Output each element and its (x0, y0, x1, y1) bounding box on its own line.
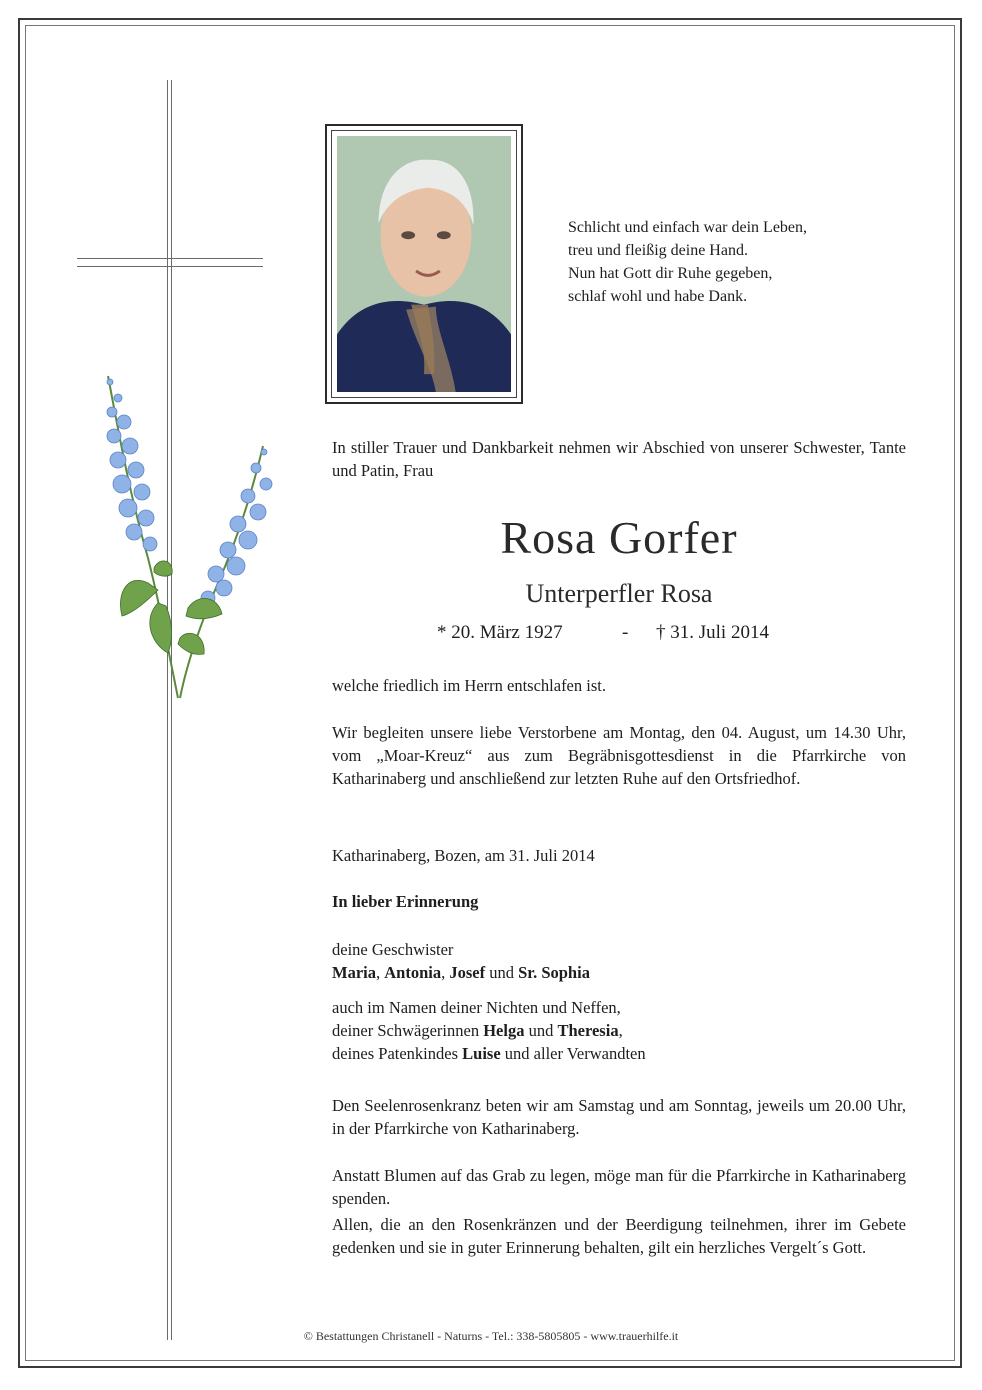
poem (568, 216, 807, 308)
funeral-text: Wir begleiten unsere liebe Verstorbene am Montag, den 04. August, um 14.30 Uhr, vom „Moar-Kreuz“ aus zum Begräbnisgottesdienst in die Pfarrkirche von Katharinaberg und anschließend zur letzten Ruhe auf den Ortsfriedhof. (332, 723, 906, 788)
relative-name: Luise (462, 1044, 501, 1063)
poem-line: schlaf wohl und habe Dank. (568, 288, 748, 305)
siblings-intro: deine Geschwister (332, 940, 454, 959)
cross-horizontal-beam (77, 258, 263, 267)
place-date: Katharinaberg, Bozen, am 31. Juli 2014 (332, 846, 595, 865)
relatives-line-3 (332, 1042, 906, 1065)
maiden-name: Unterperfler Rosa (525, 579, 713, 608)
sibling-name: Sr. Sophia (518, 963, 590, 982)
sibling-name: Josef (449, 963, 486, 982)
flowers-note: Anstatt Blumen auf das Grab zu legen, möge man für die Pfarrkirche in Katharinaberg spenden. (332, 1166, 906, 1208)
death-date: † 31. Juli 2014 (656, 622, 769, 643)
relatives-text: deines Patenkindes (332, 1044, 459, 1063)
memory-heading-text: In lieber Erinnerung (332, 892, 479, 911)
poem-line: Schlicht und einfach war dein Leben, (568, 219, 808, 236)
portrait-photo (331, 130, 517, 398)
relative-name: Helga (483, 1021, 525, 1040)
relative-name: Theresia (557, 1021, 619, 1040)
delphinium-flowers-illustration (88, 368, 288, 718)
conjunction: und (489, 963, 514, 982)
memory-heading (332, 890, 906, 913)
relatives-text: und aller Verwandten (504, 1044, 646, 1063)
peaceful-text: welche friedlich im Herrn entschlafen ist. (332, 676, 606, 695)
rosary-text: Den Seelenrosenkranz beten wir am Samstag und am Sonntag, jeweils um 20.00 Uhr, in der Pfarrkirche von Katharinaberg. (332, 1096, 906, 1138)
deceased-name: Rosa Gorfer (500, 512, 738, 563)
poem-line: treu und fleißig deine Hand. (568, 242, 748, 259)
date-separator: - (622, 622, 629, 643)
sibling-name: Maria (332, 963, 376, 982)
birth-date: * 20. März 1927 (437, 622, 563, 643)
sibling-name: Antonia (384, 963, 442, 982)
siblings-names: Maria, Antonia, Josef und Sr. Sophia (332, 963, 590, 982)
intro-text: In stiller Trauer und Dankbarkeit nehmen wir Abschied von unserer Schwester, Tante und Patin, Frau (332, 438, 906, 480)
relatives-text: deiner Schwägerinnen (332, 1021, 480, 1040)
footer-credit: © Bestattungen Christanell - Naturns - Tel.: 338-5805805 - www.trauerhilfe.it (303, 1329, 679, 1343)
poem-line: Nun hat Gott dir Ruhe gegeben, (568, 265, 773, 282)
conjunction: und (528, 1021, 554, 1040)
thanks-text: Allen, die an den Rosenkränzen und der Beerdigung teilnehmen, ihrer im Gebete gedenken und sie in guter Erinnerung behalten, gilt ein herzliches Vergelt´s Gott. (332, 1215, 906, 1257)
relatives-line-2: deiner Schwägerinnen Helga und Theresia, (332, 1021, 623, 1040)
relatives-line-1: auch im Namen deiner Nichten und Neffen, (332, 998, 621, 1017)
